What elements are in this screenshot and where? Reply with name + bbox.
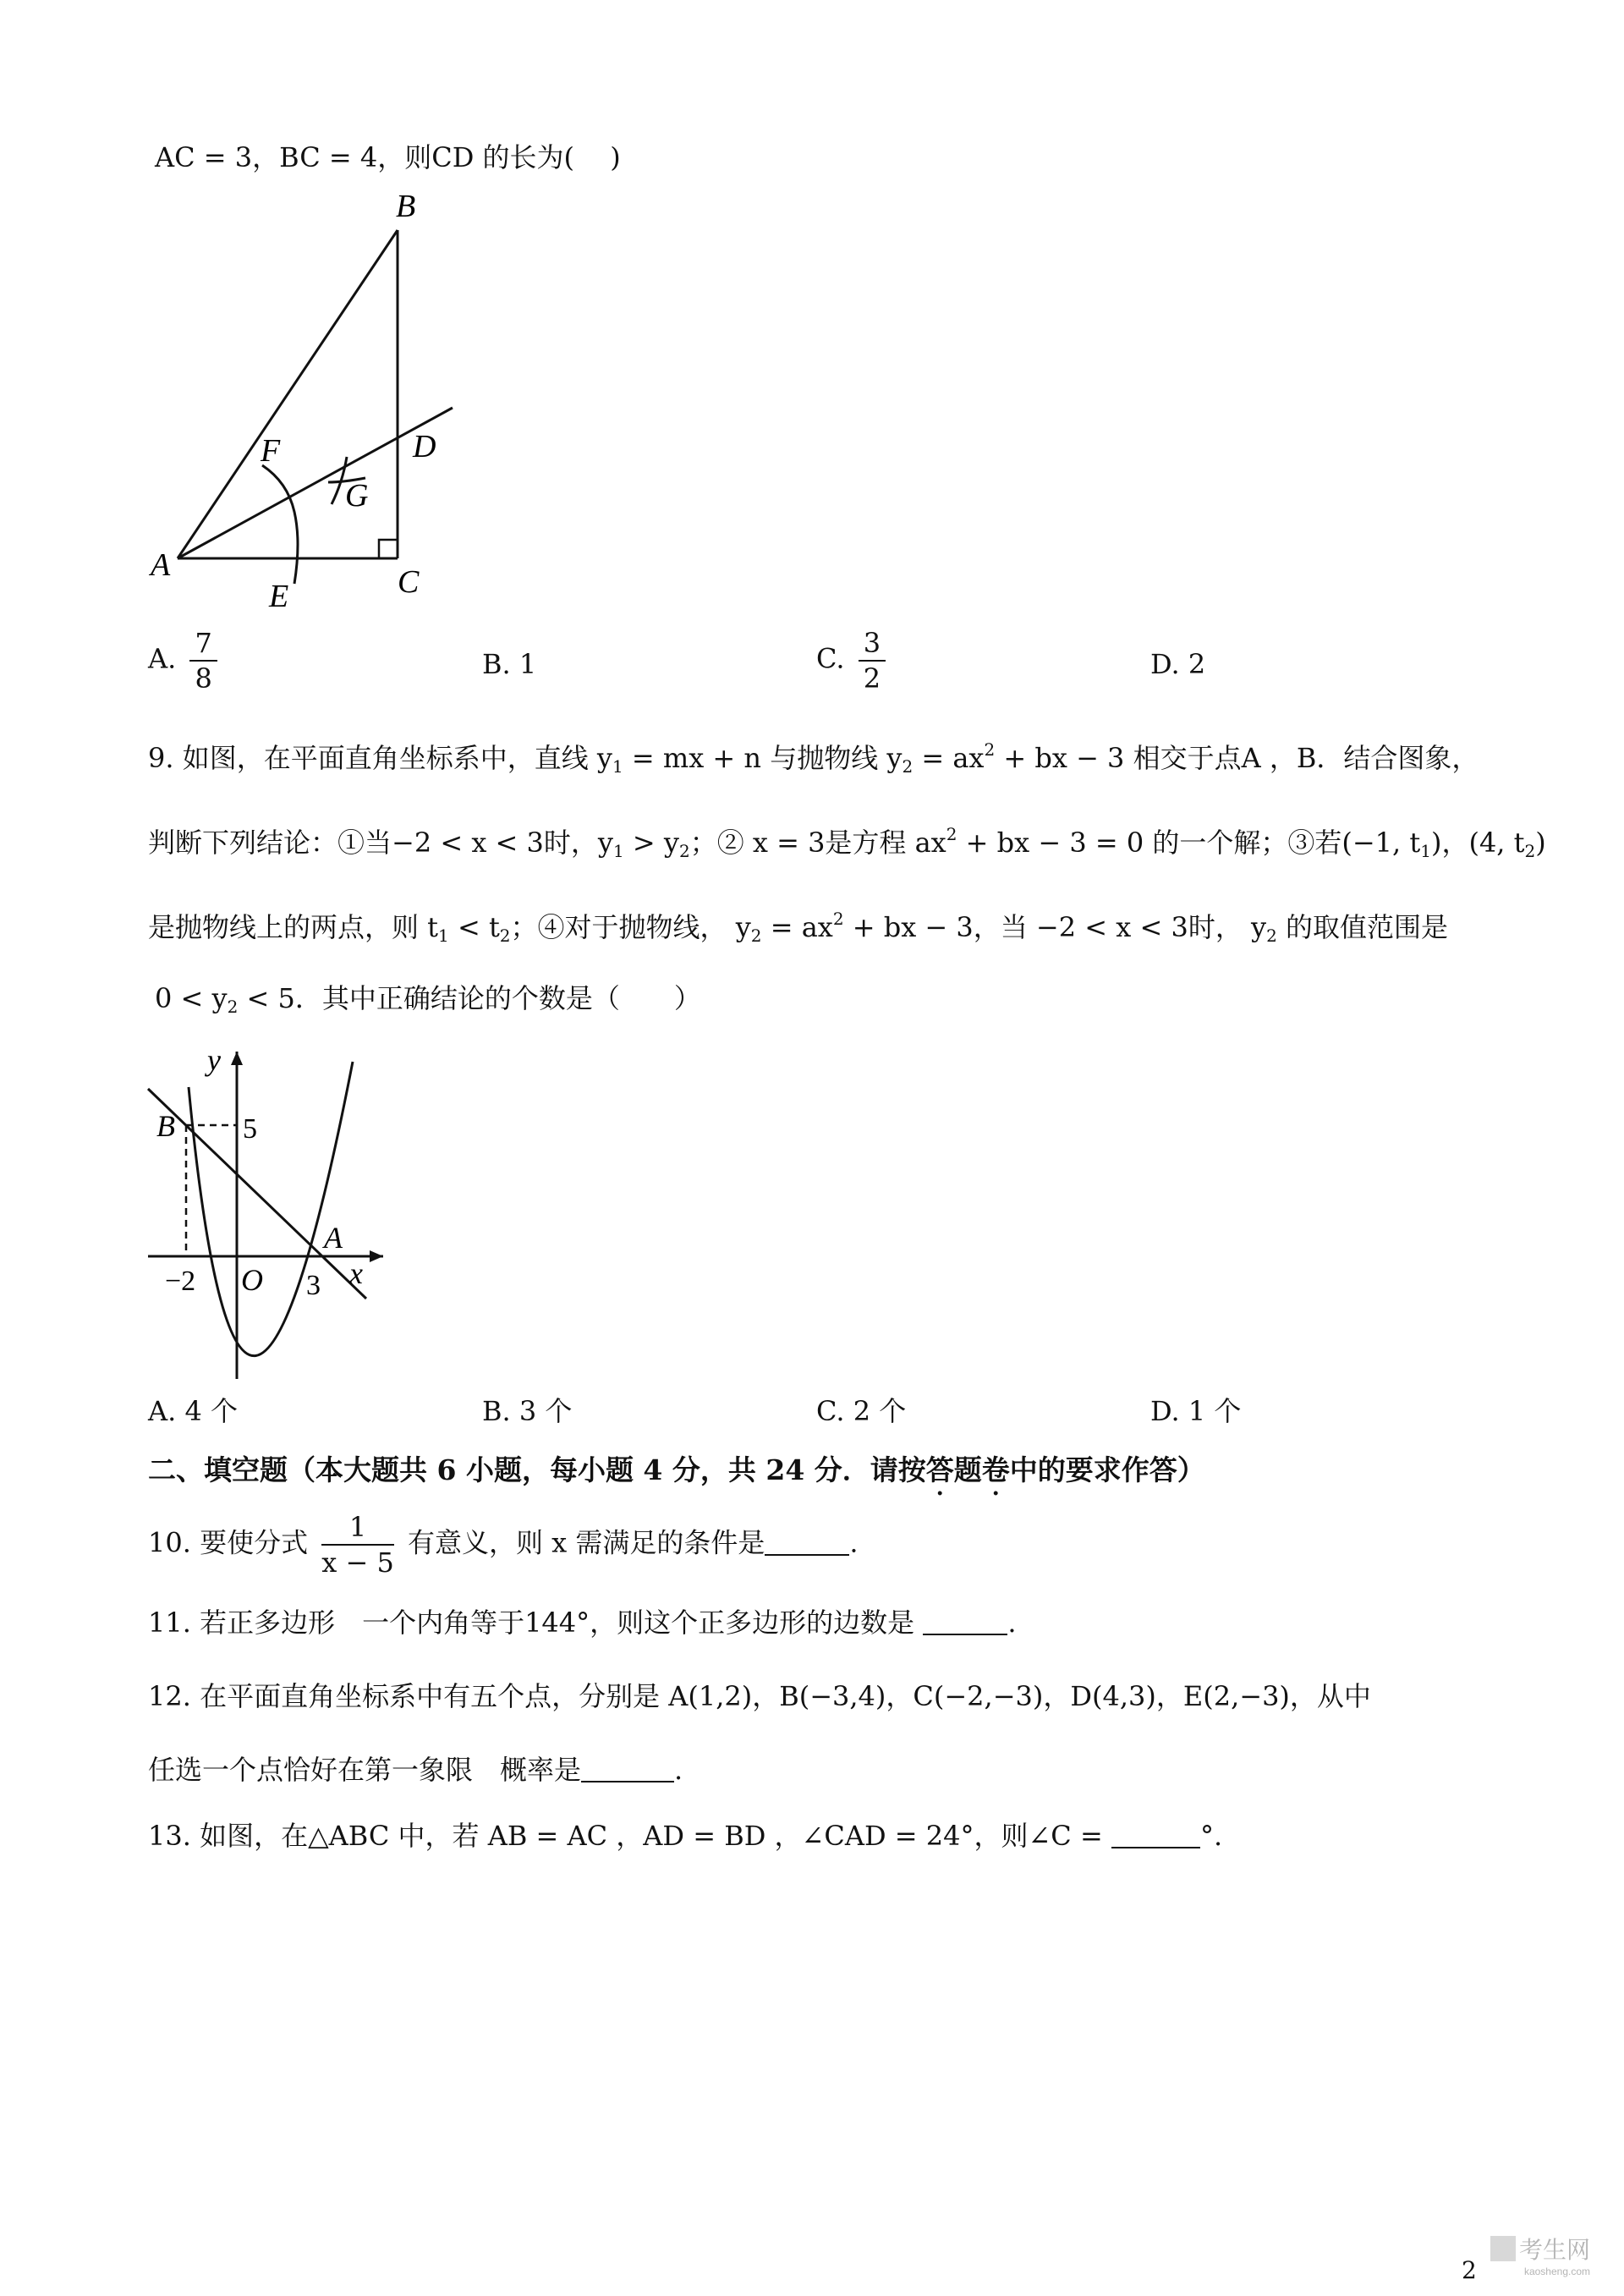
q10-answer-blank	[765, 1529, 849, 1556]
label-g: G	[345, 478, 369, 514]
q11-answer-blank	[923, 1608, 1007, 1635]
section-2-heading: 二、填空题（本大题共 6 小题，每小题 4 分，共 24 分．请按答题卷中的要求作答）	[148, 1453, 1205, 1486]
q13-answer-blank	[1111, 1821, 1200, 1848]
right-angle-mark	[379, 540, 398, 558]
label-a: A	[324, 1221, 343, 1255]
q10: 10. 要使分式 $\frac{1}{x - 5}$ 有意义，则 x 需满足的条件是 .	[148, 1511, 859, 1579]
q9-option-c: C. 2 个	[816, 1395, 907, 1427]
q8-option-b: B. 1	[482, 648, 537, 680]
q8-triangle-figure	[144, 186, 474, 626]
q8-option-a: A. $\frac{7}{8}$	[148, 626, 222, 695]
q8-stem: AC = 3，BC = 4，则CD 的长为( )	[155, 141, 621, 173]
q12-line-2: 任选一个点恰好在第一象限 概率是 .	[148, 1754, 683, 1786]
label-a: A	[151, 547, 171, 583]
label-o: O	[241, 1263, 263, 1297]
label-b: B	[396, 189, 416, 224]
q9-option-b: B. 3 个	[482, 1395, 573, 1427]
label-y: y	[207, 1045, 221, 1077]
q13: 13. 如图，在△ABC 中，若 AB = AC ，AD = BD ，∠CAD = 24°，则∠C = °.	[148, 1820, 1223, 1852]
q8-option-d: D. 2	[1150, 648, 1206, 680]
q8-option-c: C. $\frac{3}{2}$	[816, 626, 891, 695]
q9-line-2: 判断下列结论：①当−2 < x < 3时，$y_1 > y_2$；② x = 3是方程 $ax^2$ + bx − 3 = 0 的一个解；③若(−1, $t_1$)，(4, $t_2$)	[148, 824, 1546, 861]
label-5: 5	[243, 1113, 257, 1145]
label-b: B	[156, 1109, 175, 1143]
logo-icon	[1490, 2236, 1516, 2261]
q12-line-1: 12. 在平面直角坐标系中有五个点，分别是 A(1,2)，B(−3,4)，C(−2,−3)，D(4,3)，E(2,−3)，从中	[148, 1680, 1371, 1712]
bisector-ad	[178, 408, 453, 558]
q11: 11. 若正多边形 一个内角等于144°，则这个正多边形的边数是 .	[148, 1607, 1017, 1639]
parabola-curve	[189, 1062, 353, 1356]
y-axis-arrow	[231, 1052, 243, 1065]
q9-line-3: 是抛物线上的两点，则 $t_1 < t_2$；④对于抛物线， $y_2 = ax^2$ + bx − 3，当 −2 < x < 3时， $y_2$ 的取值范围是	[148, 909, 1448, 946]
label-f: F	[261, 433, 281, 469]
label-e: E	[269, 579, 289, 614]
q12-answer-blank	[581, 1755, 674, 1782]
q9-graph-figure	[140, 1045, 393, 1383]
q9-line-1: 9. 如图，在平面直角坐标系中，直线 $y_1$ = mx + n 与抛物线 $y_2 = ax^2$ + bx − 3 相交于点A ，B．结合图象，	[148, 739, 1479, 777]
q9-option-d: D. 1 个	[1150, 1395, 1242, 1427]
label-c: C	[398, 564, 420, 600]
label-d: D	[413, 429, 436, 464]
label-neg2: −2	[165, 1266, 196, 1297]
page-number: 2	[1462, 2256, 1477, 2284]
label-x: x	[349, 1256, 363, 1290]
arc-fe	[262, 465, 298, 584]
q9-line-4: $0 < y_2 < 5$．其中正确结论的个数是（ ）	[155, 982, 701, 1017]
x-axis-arrow	[370, 1250, 383, 1262]
site-logo: 考生网 kaosheng.com	[1490, 2232, 1590, 2277]
q9-option-a: A. 4 个	[148, 1395, 238, 1427]
label-3: 3	[306, 1270, 321, 1301]
